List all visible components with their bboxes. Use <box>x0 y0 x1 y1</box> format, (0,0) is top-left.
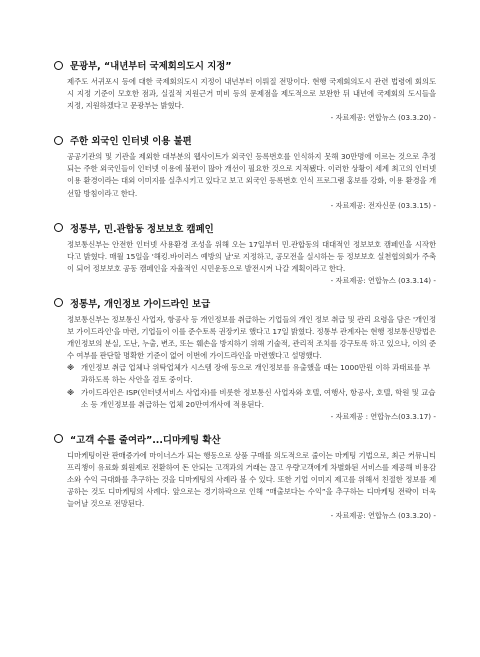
circle-bullet-icon <box>54 298 63 307</box>
article-title: “고객 수를 줄여라”...디마케팅 확산 <box>70 434 221 446</box>
article-heading <box>54 296 436 310</box>
article-tourism-conference-city <box>54 58 436 124</box>
note-item <box>67 362 436 386</box>
article-title: 문광부, “내년부터 국제회의도시 지정” <box>70 61 232 72</box>
article-body: 정보통신부는 정보통신 사업자, 항공사 등 개인정보를 취급하는 기업들의 개인 정보 취급 및 관리 요령을 담은 '개인정보 가이드라인'을 마련, 기업들이 이를 준수토록 권장키로 했다고 17일 밝혔다. 정통부 관계자는 현행 정보통신망법은 개인정보의 분실, 도난, 누출, 변조, 또는 훼손을 방지하기 위해 기술적, 관리적 조치를 강구토록 하고 있으나, 이의 준수 여부를 판단할 명확한 기준이 없어 이번에 가이드라인을 마련했다고 설명했다. <box>67 314 436 361</box>
article-privacy-guideline <box>54 296 436 423</box>
circle-bullet-icon <box>54 223 63 232</box>
article-demarketing <box>54 432 436 522</box>
reference-mark-icon: ※ <box>67 363 75 373</box>
circle-bullet-icon <box>54 434 63 443</box>
article-heading <box>54 133 436 147</box>
note-text: 개인정보 취급 업체나 위탁업체가 시스템 장애 등으로 개인정보를 유출했을 때는 1000만원 이하 과태료를 부과하도록 하는 사안을 검토 중이다. <box>81 363 431 385</box>
circle-bullet-icon <box>54 61 63 70</box>
article-heading <box>54 432 436 446</box>
note-item <box>67 387 436 411</box>
article-body: 제주도 서귀포시 등에 대한 국제회의도시 지정이 내년부터 이뤄질 전망이다. 현행 국제회의도시 관련 법령에 회의도시 지정 기준이 모호한 점과, 실질적 지원근거 미비 등의 문제점을 제도적으로 보완한 뒤 내년에 국제회의 도시들을 지정, 지원하겠다고 문광부는 밝혔다. <box>67 77 436 111</box>
article-title: 정통부, 개인정보 가이드라인 보급 <box>70 298 211 310</box>
reference-mark-icon: ※ <box>67 387 75 397</box>
article-security-campaign <box>54 221 436 287</box>
article-source: - 자료제공: 연합뉴스 (03.3.20) - <box>330 113 436 123</box>
article-title: 주한 외국인 인터넷 이용 불편 <box>70 136 192 148</box>
article-source: - 자료제공: 연합뉴스 (03.3.14) - <box>330 275 436 285</box>
article-title: 정통부, 민.관합동 정보보호 캠페인 <box>70 223 214 235</box>
article-source: - 자료제공: 전자신문 (03.3.15) - <box>330 200 436 210</box>
article-source: - 자료제공: 연합뉴스 (03.3.20) - <box>330 511 436 521</box>
article-body: 공공기관의 및 기관을 제외한 대부분의 웹사이트가 외국인 등록번호를 인식하지 못해 30만명에 이르는 것으로 추정되는 주한 외국인들이 인터넷 이용에 불편이 많아 개선이 필요한 것으로 지적됐다. 이러한 상황이 세계 최고의 인터넷 이용 환경이라는 대외 이미지를 실추시키고 있다고 보고 외국인 등록번호 인식 프로그램 홍보를 강화, 이용 환경을 개선할 방침이라고 한다. <box>67 152 436 198</box>
article-source: - 자료제공 : 연합뉴스(03.3.17) - <box>330 411 436 421</box>
article-body: 정보통신부는 안전한 인터넷 사용환경 조성을 위해 오는 17일부터 민.관합동의 대대적인 정보보호 캠페인을 시작한다고 밝혔다. 매월 15일을 '해킹.바이러스 예방의 날'로 지정하고, 공모전을 실시하는 등 정보보호 실천협의회가 주축이 되어 정보보호 공동 캠페인을 자율적인 시민운동으로 발전시켜 나갈 계획이라고 한다. <box>67 239 436 273</box>
circle-bullet-icon <box>54 136 63 145</box>
article-heading <box>54 58 436 72</box>
article-notes <box>54 362 436 410</box>
article-body: 디마케팅이란 판매증가에 마이너스가 되는 행동으로 상품 구매를 의도적으로 줄이는 마케팅 기법으로, 최근 커뮤니티 프리챙이 유료화 회원제로 전환하여 돈 안되는 고객과의 거래는 끊고 우량고객에게 차별화된 서비스를 제공해 비용감소와 수익 극대화를 추구하는 것을 디마케팅의 사례라 볼 수 있다. 또한 기업 이미지 제고를 위해서 친절한 정보를 제공하는 것도 디마케팅의 사례다. 앞으로는 경기하락으로 인해 “매출보다는 수익”을 추구하는 디마케팅 전략이 더욱 늘어날 것으로 전망된다. <box>67 450 436 509</box>
article-heading <box>54 221 436 235</box>
article-foreigner-internet <box>54 133 436 211</box>
note-text: 가이드라인은 ISP(인터넷서비스 사업자)를 비롯한 정보통신 사업자와 호텔, 여행사, 항공사, 호텔, 학원 및 교습소 등 개인정보를 취급하는 업체 20만여개사에 적용된다. <box>81 387 436 409</box>
